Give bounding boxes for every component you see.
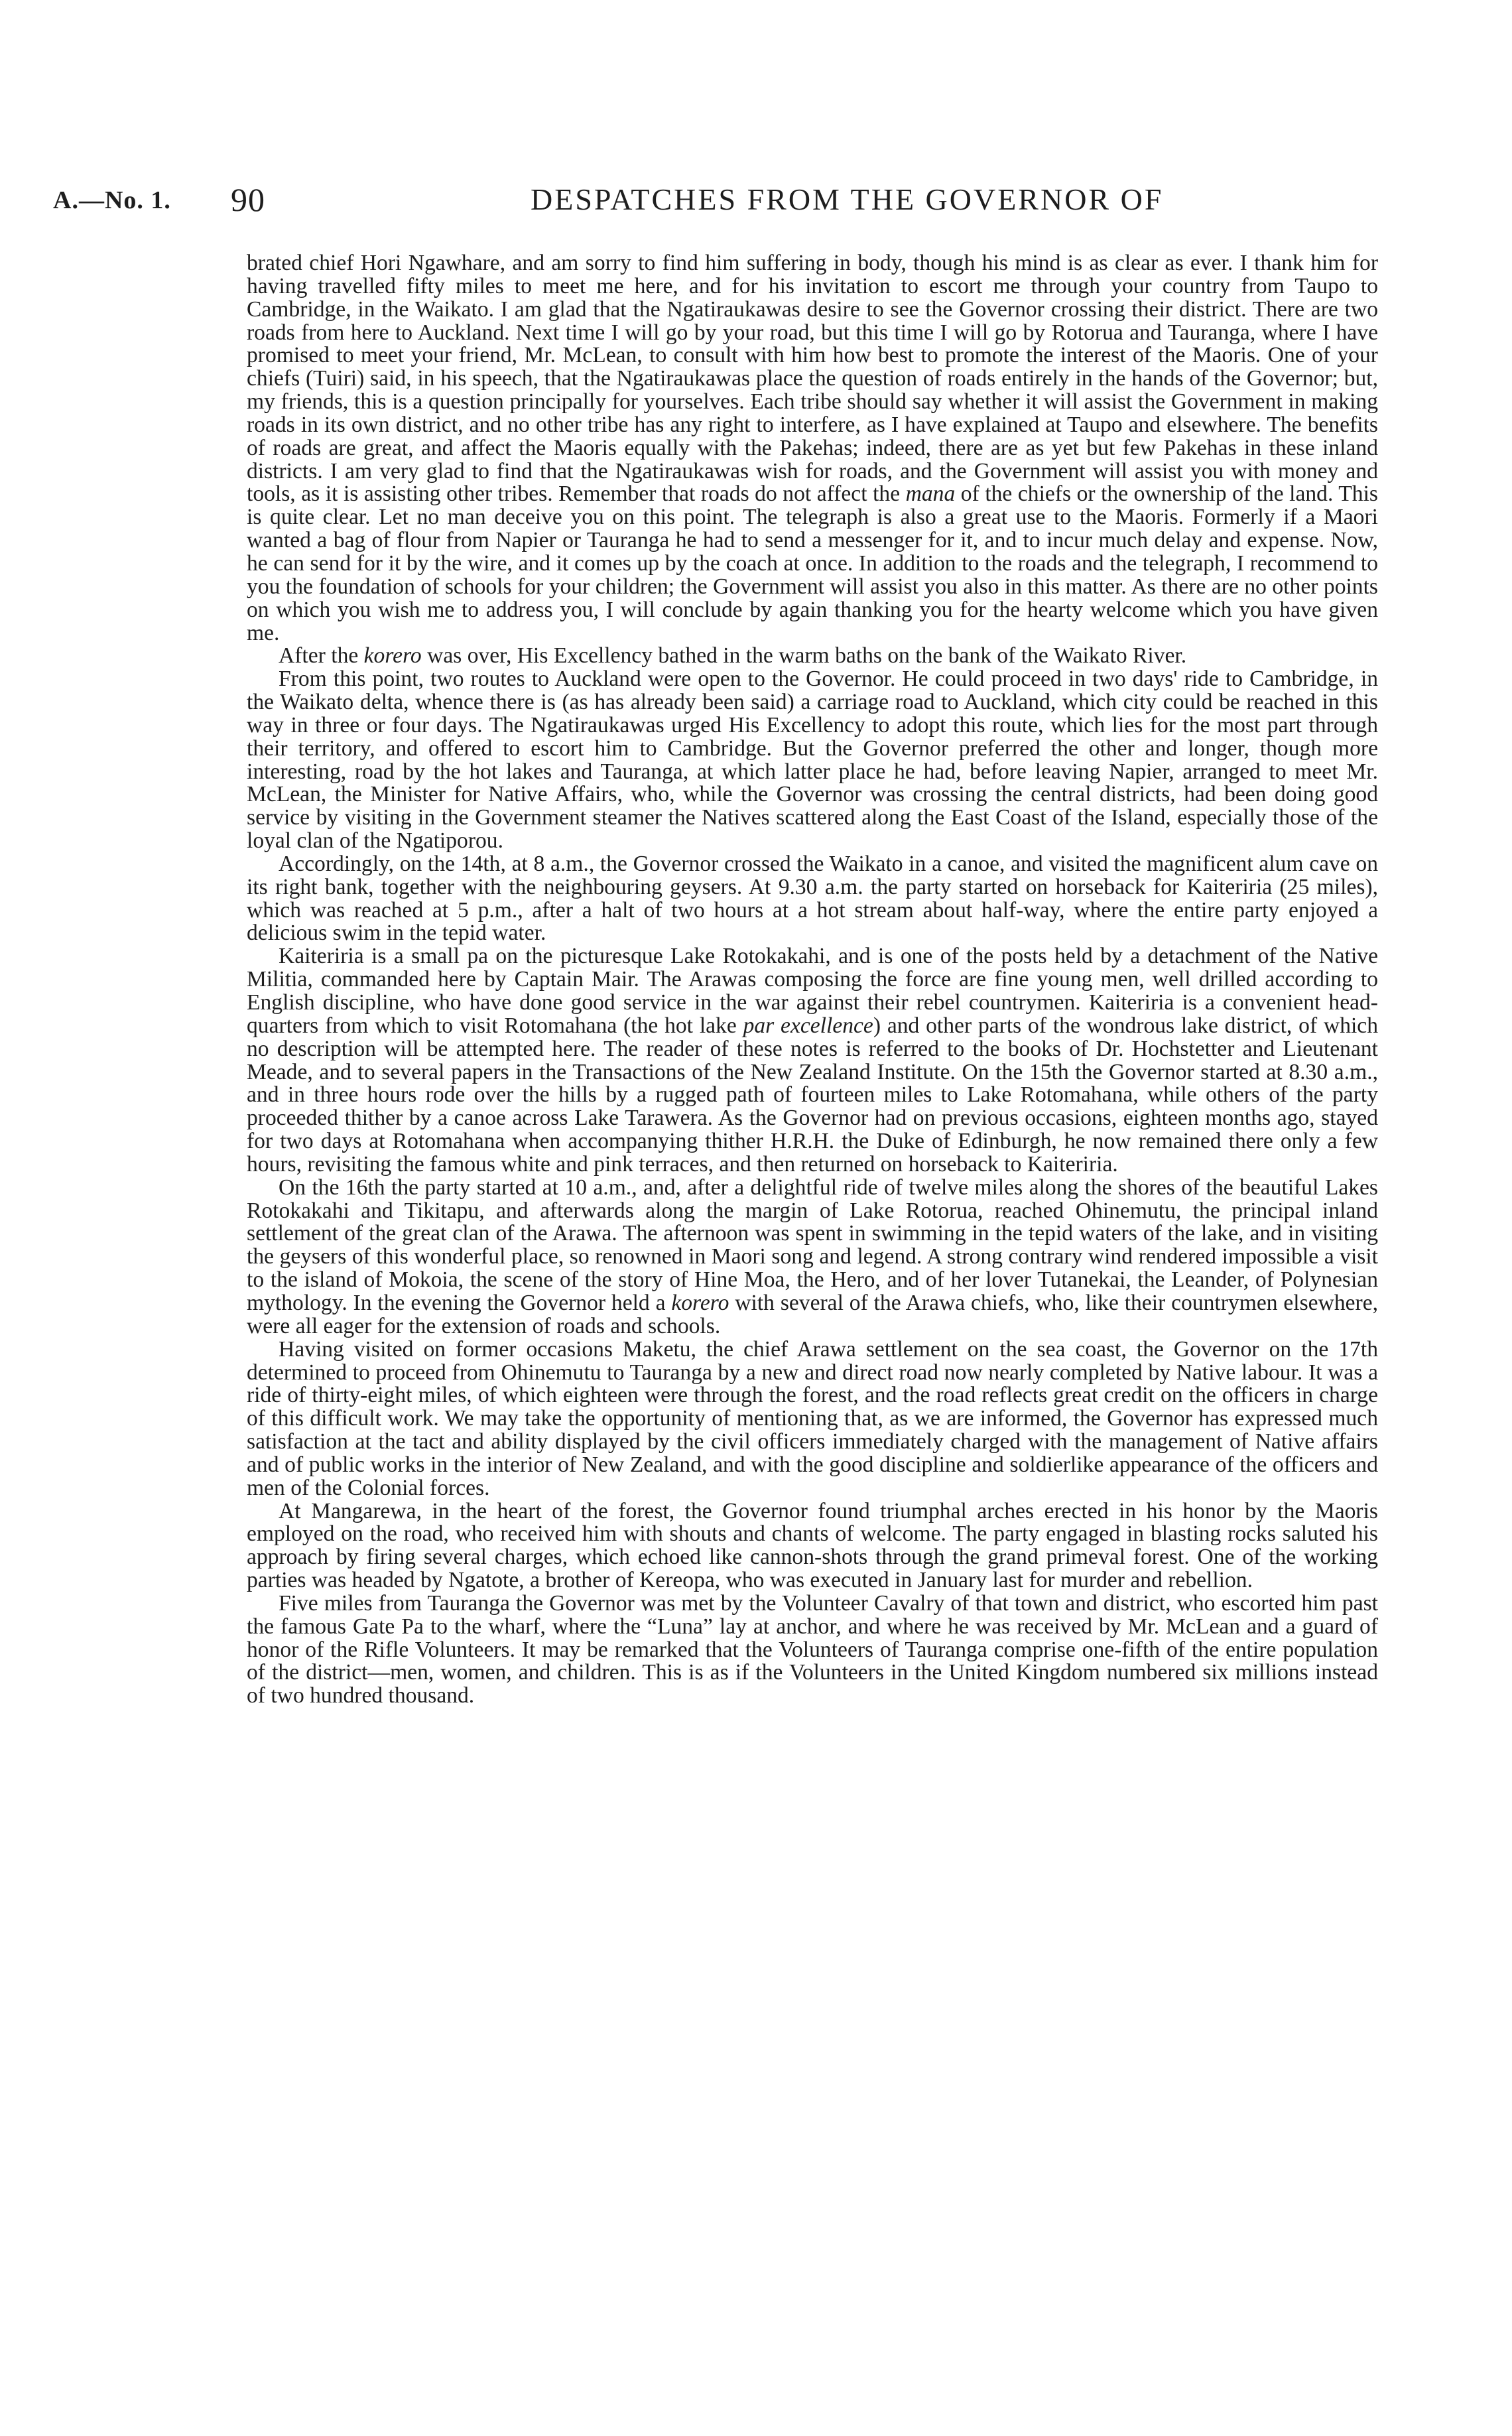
paragraph: Accordingly, on the 14th, at 8 a.m., the Governor crossed the Waikato in a canoe, and visited the magnificent alum cave on its right bank, together with the neighbouring geysers. At 9.30 a.m. the party started on horseback for Kaiteriria (25 miles), which was reached at 5 p.m., after a halt of two hours at a hot stream about half-way, where the entire party enjoyed a delicious swim in the tepid water. (247, 851, 1378, 946)
document-reference: A.—No. 1. (53, 186, 171, 214)
paragraph: brated chief Hori Ngawhare, and am sorry to find him suffering in body, though his mind is as clear as ever. I thank him for having travelled fifty miles to meet me here, and for his invitation to escort me through your country from Taupo to Cambridge, in the Waikato. I am glad that the Ngatiraukawas desire to see the Governor crossing their district. There are two roads from here to Auckland. Next time I will go by your road, but this time I will go by Rotorua and Tauranga, where I have promised to meet your friend, Mr. McLean, to consult with him how best to promote the interest of the Maoris. One of your chiefs (Tuiri) said, in his speech, that the Ngatiraukawas place the question of roads entirely in the hands of the Governor; but, my friends, this is a question principally for yourselves. Each tribe should say whether it will assist the Government in making roads in its own district, and no other tribe has any right to interfere, as I have explained at Taupo and elsewhere. The benefits of roads are great, and affect the Maoris equally with the Pakehas; indeed, there are as yet but few Pakehas in these inland districts. I am very glad to find that the Ngatiraukawas wish for roads, and the Government will assist you with money and tools, as it is assisting other tribes. Remember that roads do not affect the mana of the chiefs or the ownership of the land. This is quite clear. Let no man deceive you on this point. The telegraph is also a great use to the Maoris. Formerly if a Maori wanted a bag of flour from Napier or Tauranga he had to send a messenger for it, and to incur much delay and expense. Now, he can send for it by the wire, and it comes up by the coach at once. In addition to the roads and the telegraph, I recommend to you the foundation of schools for your children; the Government will assist you also in this matter. As there are no other points on which you wish me to address you, I will conclude by again thanking you for the hearty welcome which you have given me. (247, 251, 1378, 645)
paragraph: After the korero was over, His Excellency bathed in the warm baths on the bank of the Waikato River. (279, 643, 1187, 669)
paragraph: Kaiteriria is a small pa on the picturesque Lake Rotokakahi, and is one of the posts held by a detachment of the Native Militia, commanded here by Captain Mair. The Arawas composing the force are fine young men, well drilled according to English discipline, who have done good service in the war against their rebel countrymen. Kaiteriria is a convenient head-quarters from which to visit Rotomahana (the hot lake par excellence) and other parts of the wondrous lake district, of which no description will be attempted here. The reader of these notes is referred to the books of Dr. Hochstetter and Lieutenant Meade, and to several papers in the Transactions of the New Zealand Institute. On the 15th the Governor started at 8.30 a.m., and in three hours rode over the hills by a rugged path of fourteen miles to Lake Rotomahana, while others of the party proceeded thither by a canoe across Lake Tarawera. As the Governor had on previous occasions, eighteen months ago, stayed for two days at Rotomahana when accompanying thither H.R.H. the Duke of Edinburgh, he now remained there only a few hours, revisiting the famous white and pink terraces, and then returned on horseback to Kaiteriria. (247, 944, 1379, 1177)
running-title: DESPATCHES FROM THE GOVERNOR OF (531, 182, 1164, 216)
paragraph: At Mangarewa, in the heart of the forest, the Governor found triumphal arches erected in his honor by the Maoris employed on the road, who received him with shouts and chants of welcome. The party engaged in blasting rocks saluted his approach by firing several charges, which echoed like cannon-shots through the grand primeval forest. One of the working parties was headed by Ngatote, a brother of Kereopa, who was executed in January last for murder and rebellion. (247, 1498, 1378, 1593)
paragraph: On the 16th the party started at 10 a.m., and, after a delightful ride of twelve miles along the shores of the beautiful Lakes Rotokakahi and Tikitapu, and afterwards along the margin of Lake Rotorua, reached Ohinemutu, the principal inland settlement of the great clan of the Arawa. The afternoon was spent in swimming in the tepid waters of the lake, and in visiting the geysers of this wonderful place, so renowned in Maori song and legend. A strong contrary wind rendered impossible a visit to the island of Mokoia, the scene of the story of Hine Moa, the Hero, and of her lover Tutanekai, the Leander, of Polynesian mythology. In the evening the Governor held a korero with several of the Arawa chiefs, who, like their countrymen elsewhere, were all eager for the extension of roads and schools. (247, 1175, 1379, 1338)
paragraph: From this point, two routes to Auckland were open to the Governor. He could proceed in two days' ride to Cambridge, in the Waikato delta, whence there is (as has already been said) a carriage road to Auckland, which city could be reached in this way in three or four days. The Ngatiraukawas urged His Excellency to adopt this route, which lies for the most part through their territory, and offered to escort him to Cambridge. But the Governor preferred the other and longer, though more interesting, road by the hot lakes and Tauranga, at which latter place he had, before leaving Napier, arranged to meet Mr. McLean, the Minister for Native Affairs, who, while the Governor was crossing the central districts, had been doing good service by visiting in the Government steamer the Natives scattered along the East Coast of the Island, especially those of the loyal clan of the Ngatiporou. (247, 667, 1378, 854)
page-header (53, 180, 1426, 228)
page-number: 90 (231, 181, 265, 218)
body-text (247, 252, 1378, 1708)
paragraph: Five miles from Tauranga the Governor was met by the Volunteer Cavalry of that town and district, who escorted him past the famous Gate Pa to the wharf, where the “Luna” lay at anchor, and where he was received by Mr. McLean and a guard of honor of the Rifle Volunteers. It may be remarked that the Volunteers of Tauranga comprise one-fifth of the entire population of the district—men, women, and children. This is as if the Volunteers in the United Kingdom numbered six millions instead of two hundred thousand. (247, 1590, 1378, 1708)
paragraph: Having visited on former occasions Maketu, the chief Arawa settlement on the sea coast, the Governor on the 17th determined to proceed from Ohinemutu to Tauranga by a new and direct road now nearly completed by Native labour. It was a ride of thirty-eight miles, of which eighteen were through the forest, and the road reflects great credit on the officers in charge of this difficult work. We may take the opportunity of mentioning that, as we are informed, the Governor has expressed much satisfaction at the tact and ability displayed by the civil officers immediately charged with the management of Native affairs and of public works in the interior of New Zealand, and with the good discipline and soldierlike appearance of the officers and men of the Colonial forces. (247, 1336, 1378, 1500)
